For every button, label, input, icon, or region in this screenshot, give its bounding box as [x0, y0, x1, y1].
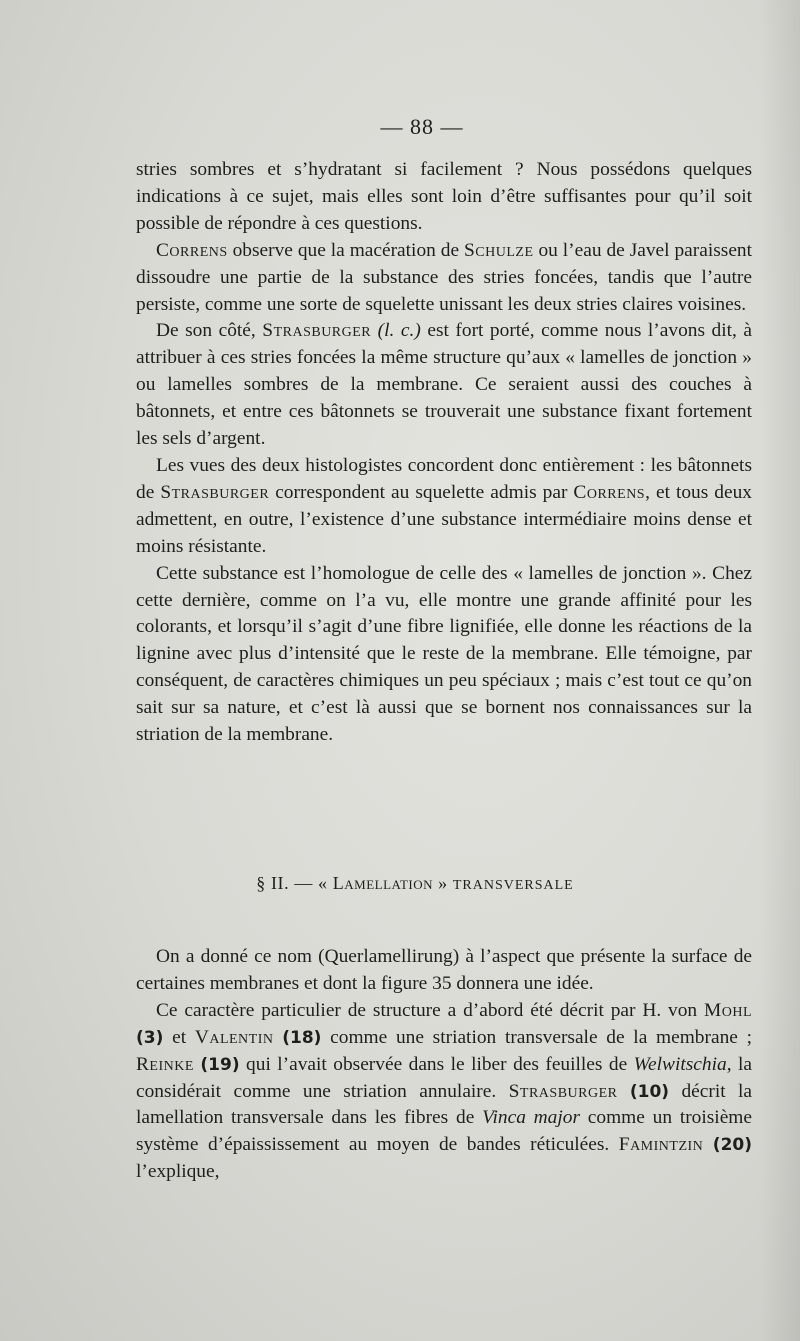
- section-prefix: § II. — «: [256, 873, 333, 893]
- author-name: Strasburger: [262, 320, 372, 342]
- genus-italic: Welwitschia: [633, 1053, 727, 1075]
- author-name: Famintzin: [618, 1134, 704, 1156]
- text-block-upper: [136, 157, 752, 749]
- paragraph-7-text-b: et: [163, 1026, 195, 1048]
- section-title-word-2: TRANSVERSALE: [452, 878, 574, 893]
- section-title-word-1: Lamellation: [332, 873, 434, 893]
- section-title-mid: »: [433, 873, 453, 893]
- paragraph-2: [136, 238, 752, 319]
- reference-number: (3): [136, 1027, 164, 1048]
- paragraph-4-text-a: Les vues des deux histologistes concordent donc entièrement : les bâtonnets de: [136, 454, 752, 503]
- paragraph-2-text-a: observe que la macération de: [227, 239, 465, 261]
- paragraph-7-text-e: , la considérait comme une striation annulaire.: [136, 1053, 752, 1102]
- reference-number: (20): [712, 1135, 752, 1156]
- paragraph-7-text-g: comme un troisième système d’épaississement au moyen de bandes réticulées.: [136, 1107, 752, 1156]
- paragraph-7-text-f: décrit la lamellation transversale dans les fibres de: [136, 1080, 752, 1129]
- paragraph-7-text-h: l’explique,: [136, 1161, 220, 1183]
- author-name: Reinke: [136, 1053, 194, 1075]
- reference-number: (18): [282, 1027, 322, 1048]
- paragraph-1: [136, 157, 752, 238]
- author-name: Mohl: [703, 999, 752, 1021]
- paragraph-3-text-b: est fort porté, comme nous l’avons dit, à attribuer à ces stries foncées la même structure qu’aux « lamelles de jonction » ou lamelles sombres de la membrane. Ce seraient aussi des couches à bâtonnets, et entre ces bâtonnets se trouverait une substance fixant fortement les sels d’argent.: [136, 320, 752, 450]
- reference-number: (19): [200, 1054, 240, 1075]
- citation-italic: (l. c.): [371, 320, 421, 342]
- paragraph-7: [136, 998, 752, 1186]
- paragraph-7-text-c: comme une striation transversale de la membrane ;: [321, 1026, 752, 1048]
- author-name: Correns: [156, 239, 228, 261]
- text-block-lower: [136, 944, 752, 1186]
- paragraph-3: [136, 318, 752, 453]
- reference-number: (10): [629, 1081, 670, 1102]
- author-name: Strasburger: [508, 1080, 618, 1102]
- paragraph-3-text-a: De son côté,: [156, 320, 263, 342]
- paragraph-4-text-b: correspondent au squelette admis par: [269, 481, 574, 503]
- paragraph-6: [136, 944, 752, 998]
- author-name: Schulze: [464, 239, 534, 261]
- author-name: Correns: [573, 481, 646, 503]
- paragraph-4: [136, 453, 752, 561]
- page-number: — 88 —: [380, 114, 464, 139]
- paragraph-4-text-c: , et tous deux admettent, en outre, l’existence d’une substance intermédiaire moins dense et moins résistante.: [136, 481, 752, 557]
- page-edge-shadow: [760, 0, 800, 1341]
- paragraph-2-text-b: ou l’eau de Javel paraissent dissoudre une partie de la substance des stries foncées, tandis que l’autre persiste, comme une sorte de squelette unissant les deux stries claires voisines.: [136, 239, 753, 315]
- paragraph-7-text-a: Ce caractère particulier de structure a d’abord été décrit par H. von: [156, 999, 704, 1021]
- paragraph-5: [136, 561, 752, 749]
- paragraph-6-text: On a donné ce nom (Querlamellirung) à l’aspect que présente la surface de certaines membranes et dont la figure 35 donnera une idée.: [136, 946, 752, 994]
- author-name: Valentin: [194, 1026, 274, 1048]
- paragraph-7-text-d: qui l’avait observée dans le liber des feuilles de: [239, 1053, 634, 1075]
- author-name: Strasburger: [160, 481, 270, 503]
- paragraph-5-text: Cette substance est l’homologue de celle des « lamelles de jonction ». Chez cette dernière, comme on l’a vu, elle montre une grande affinité pour les colorants, et lorsqu’il s’agit d’une fibre lignifiée, elle donne les réactions de la lignine avec plus d’intensité que le reste de la membrane. Elle témoigne, par conséquent, de caractères chimiques un peu spéciaux ; mais c’est tout ce qu’on sait sur sa nature, et c’est là aussi que se bornent nos connaissances sur la striation de la membrane.: [136, 562, 752, 746]
- paragraph-1-text: stries sombres et s’hydratant si facilement ? Nous possédons quelques indications à ce sujet, mais elles sont loin d’être suffisantes pour qu’il soit possible de répondre à ces questions.: [136, 159, 752, 234]
- section-heading: [0, 873, 800, 894]
- species-italic: Vinca major: [482, 1107, 580, 1129]
